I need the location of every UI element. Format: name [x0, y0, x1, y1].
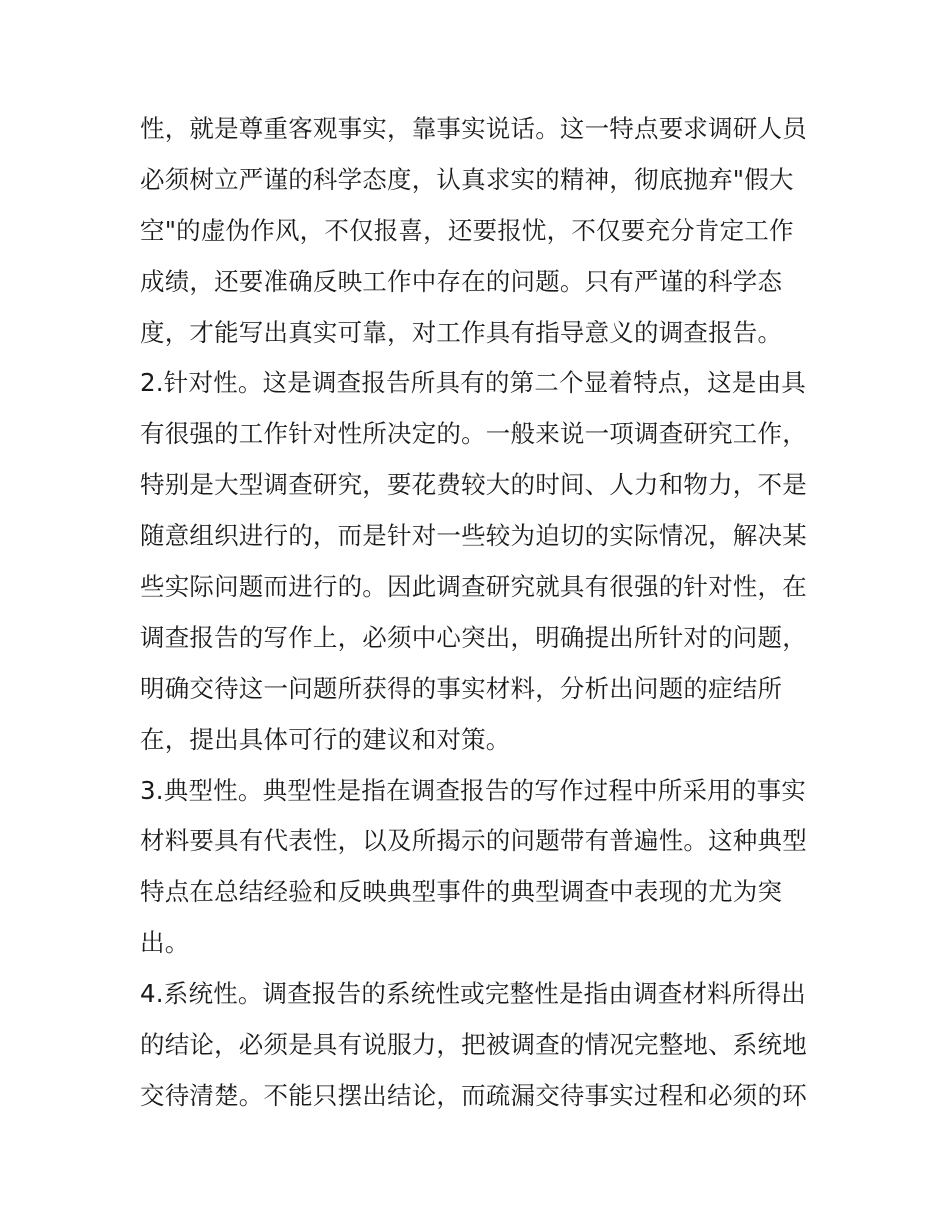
text-line: 交待清楚。不能只摆出结论，而疏漏交待事实过程和必须的环: [140, 1080, 807, 1110]
text-line: 些实际问题而进行的。因此调查研究就具有很强的针对性，在: [140, 572, 807, 602]
text-line: 特别是大型调查研究，要花费较大的时间、人力和物力，不是: [140, 470, 807, 500]
text-line: 的结论，必须是具有说服力，把被调查的情况完整地、系统地: [140, 1030, 807, 1060]
text-line: 特点在总结经验和反映典型事件的典型调查中表现的尤为突: [140, 877, 783, 907]
text-line: 成绩，还要准确反映工作中存在的问题。只有严谨的科学态: [140, 266, 783, 296]
text-line: 明确交待这一问题所获得的事实材料，分析出问题的症结所: [140, 673, 783, 703]
text-line: 材料要具有代表性，以及所揭示的问题带有普遍性。这种典型: [140, 826, 807, 856]
text-line: 调查报告的写作上，必须中心突出，明确提出所针对的问题，: [140, 622, 807, 652]
text-line: 空"的虚伪作风，不仅报喜，还要报忧，不仅要充分肯定工作: [140, 215, 794, 245]
text-line: 2.针对性。这是调查报告所具有的第二个显着特点，这是由具: [140, 368, 806, 398]
text-line: 出。: [140, 928, 190, 958]
text-line: 必须树立严谨的科学态度，认真求实的精神，彻底抛弃"假大: [140, 164, 794, 194]
text-line: 性，就是尊重客观事实，靠事实说话。这一特点要求调研人员: [140, 114, 807, 143]
document-body: [140, 104, 812, 1122]
text-line: 在，提出具体可行的建议和对策。: [140, 724, 511, 754]
text-line: 随意组织进行的，而是针对一些较为迫切的实际情况，解决某: [140, 521, 807, 551]
text-line: 有很强的工作针对性所决定的。一般来说一项调查研究工作，: [140, 419, 807, 449]
text-line: 3.典型性。典型性是指在调查报告的写作过程中所采用的事实: [140, 775, 806, 805]
text-line: 度，才能写出真实可靠，对工作具有指导意义的调查报告。: [140, 317, 783, 347]
text-line: 4.系统性。调查报告的系统性或完整性是指由调查材料所得出: [140, 979, 806, 1009]
